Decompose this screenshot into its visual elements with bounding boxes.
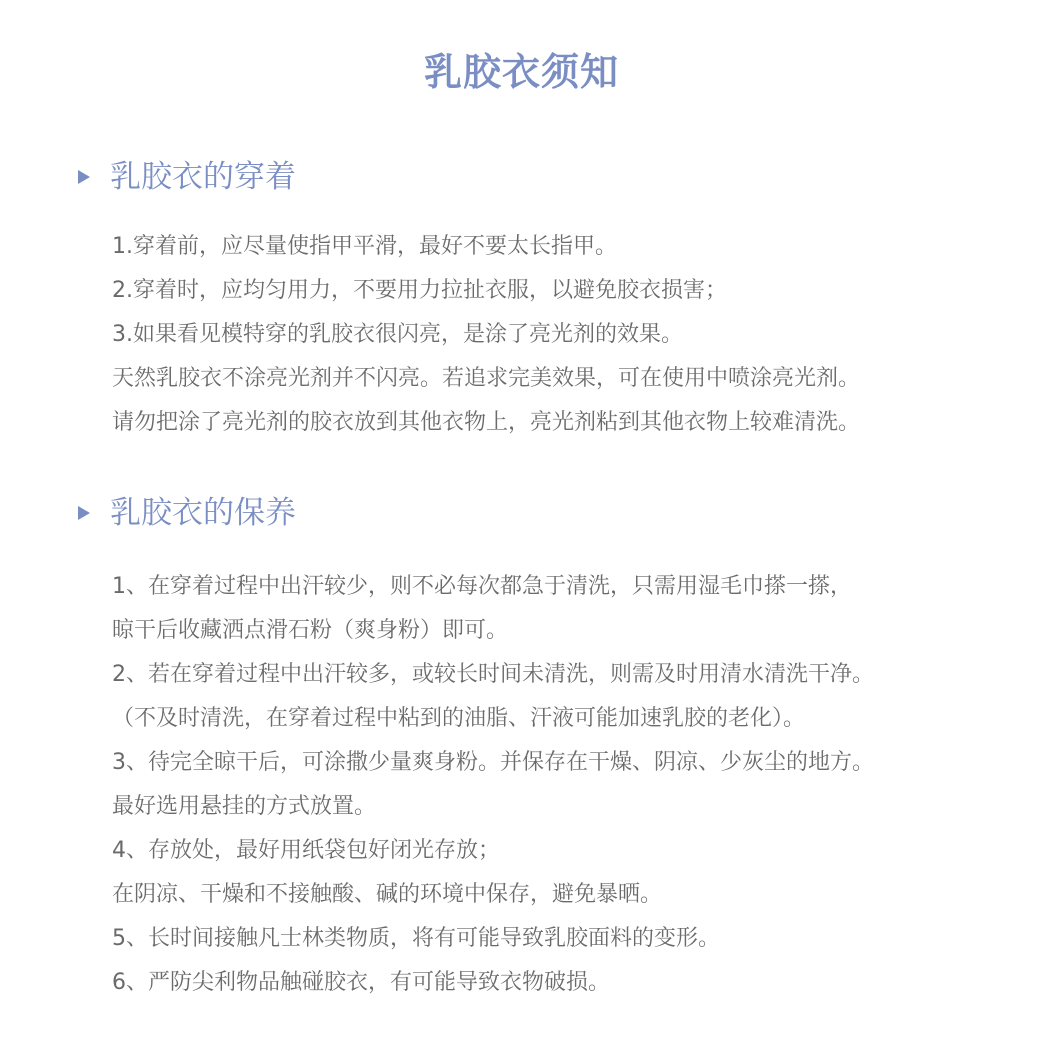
list-item: 4、存放处，最好用纸袋包好闭光存放； bbox=[112, 838, 500, 863]
section-title: 乳胶衣的穿着 bbox=[110, 159, 296, 195]
section-heading bbox=[78, 157, 296, 197]
maintenance-notes-list bbox=[112, 565, 874, 1005]
list-item: 5、长时间接触凡士林类物质，将有可能导致乳胶面料的变形。 bbox=[112, 926, 720, 951]
section-heading bbox=[78, 493, 296, 533]
wearing-notes-list bbox=[112, 225, 860, 445]
list-item: 2.穿着时，应均匀用力，不要用力拉扯衣服，以避免胶衣损害； bbox=[112, 278, 727, 303]
list-item: 6、严防尖利物品触碰胶衣，有可能导致衣物破损。 bbox=[112, 970, 610, 995]
list-item: 1.穿着前，应尽量使指甲平滑，最好不要太长指甲。 bbox=[112, 234, 617, 259]
section-title: 乳胶衣的保养 bbox=[110, 495, 296, 531]
list-item: 天然乳胶衣不涂亮光剂并不闪亮。若追求完美效果，可在使用中喷涂亮光剂。 bbox=[112, 366, 861, 391]
list-item: 3、待完全晾干后，可涂撒少量爽身粉。并保存在干燥、阴凉、少灰尘的地方。 bbox=[112, 750, 874, 775]
list-item: 在阴凉、干燥和不接触酸、碱的环境中保存，避免暴晒。 bbox=[112, 882, 663, 907]
triangle-right-icon bbox=[78, 506, 90, 520]
list-item: 1、在穿着过程中出汗较少，则不必每次都急于清洗，只需用湿毛巾搽一搽， bbox=[112, 574, 852, 599]
list-item: （不及时清洗，在穿着过程中粘到的油脂、汗液可能加速乳胶的老化）。 bbox=[112, 706, 806, 731]
list-item: 2、若在穿着过程中出汗较多，或较长时间未清洗，则需及时用清水清洗干净。 bbox=[112, 662, 874, 687]
list-item: 最好选用悬挂的方式放置。 bbox=[112, 794, 377, 819]
triangle-right-icon bbox=[78, 170, 90, 184]
list-item: 请勿把涂了亮光剂的胶衣放到其他衣物上，亮光剂粘到其他衣物上较难清洗。 bbox=[112, 410, 861, 435]
page-title: 乳胶衣须知 bbox=[423, 50, 619, 94]
list-item: 晾干后收藏洒点滑石粉（爽身粉）即可。 bbox=[112, 618, 509, 643]
list-item: 3.如果看见模特穿的乳胶衣很闪亮，是涂了亮光剂的效果。 bbox=[112, 322, 683, 347]
